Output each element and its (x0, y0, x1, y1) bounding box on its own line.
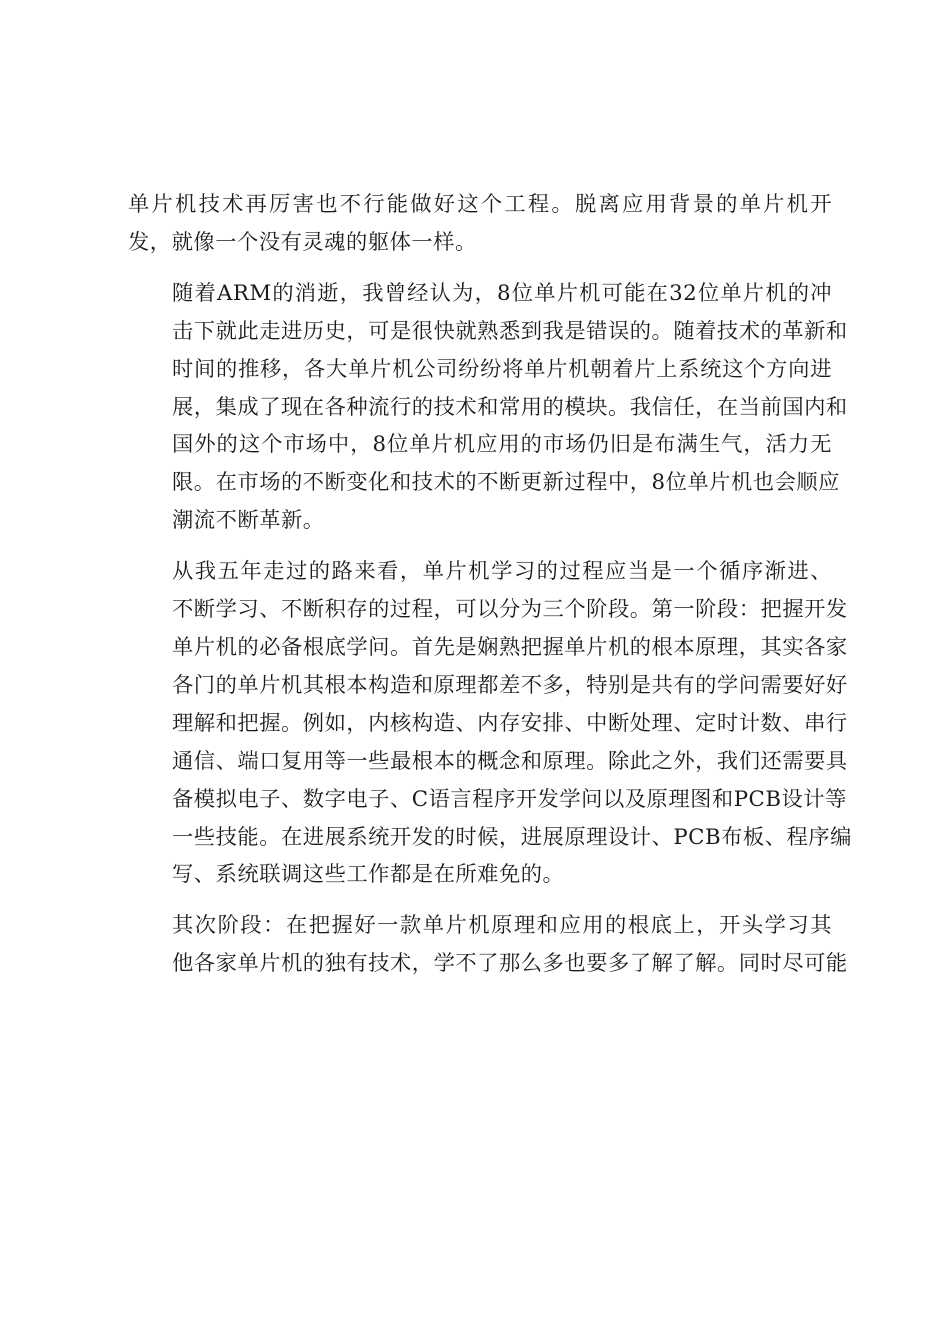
text-line: 其次阶段：在把握好一款单片机原理和应用的根底上，开头学习其 (172, 913, 832, 939)
document-body (128, 186, 852, 996)
text-line: 一些技能。在进展系统开发的时候，进展原理设计、PCB布板、程序编 (172, 824, 852, 850)
paragraph-1 (128, 186, 832, 262)
text-line: 单片机的必备根底学问。首先是娴熟把握单片机的根本原理，其实各家 (172, 634, 848, 660)
text-line: 限。在市场的不断变化和技术的不断更新过程中，8位单片机也会顺应 (172, 470, 840, 496)
text-line: 击下就此走进历史，可是很快就熟悉到我是错误的。随着技术的革新和 (172, 318, 848, 344)
paragraph-4 (128, 907, 848, 983)
paragraph-2 (128, 275, 848, 540)
text-line: 国外的这个市场中，8位单片机应用的市场仍旧是布满生气，活力无 (172, 432, 832, 458)
text-line: 各门的单片机其根本构造和原理都差不多，特别是共有的学问需要好好 (172, 672, 848, 698)
text-line: 展，集成了现在各种流行的技术和常用的模块。我信任，在当前国内和 (172, 394, 848, 420)
text-line: 写、系统联调这些工作都是在所难免的。 (172, 862, 565, 888)
text-line: 理解和把握。例如，内核构造、内存安排、中断处理、定时计数、串行 (172, 710, 848, 736)
text-line: 发，就像一个没有灵魂的躯体一样。 (128, 229, 477, 255)
text-line: 单片机技术再厉害也不行能做好这个工程。脱离应用背景的单片机开 (128, 192, 832, 217)
text-line: 他各家单片机的独有技术，学不了那么多也要多了解了解。同时尽可能 (172, 951, 848, 977)
text-line: 从我五年走过的路来看，单片机学习的过程应当是一个循序渐进、 (172, 559, 832, 585)
text-line: 通信、端口复用等一些最根本的概念和原理。除此之外，我们还需要具 (172, 748, 848, 774)
paragraph-3 (128, 553, 852, 894)
text-line: 不断学习、不断积存的过程，可以分为三个阶段。第一阶段：把握开发 (172, 597, 848, 623)
text-line: 备模拟电子、数字电子、C语言程序开发学问以及原理图和PCB设计等 (172, 786, 847, 812)
text-line: 时间的推移，各大单片机公司纷纷将单片机朝着片上系统这个方向进 (172, 356, 832, 382)
text-line: 潮流不断革新。 (172, 508, 325, 534)
text-line: 随着ARM的消逝，我曾经认为，8位单片机可能在32位单片机的冲 (172, 280, 832, 306)
